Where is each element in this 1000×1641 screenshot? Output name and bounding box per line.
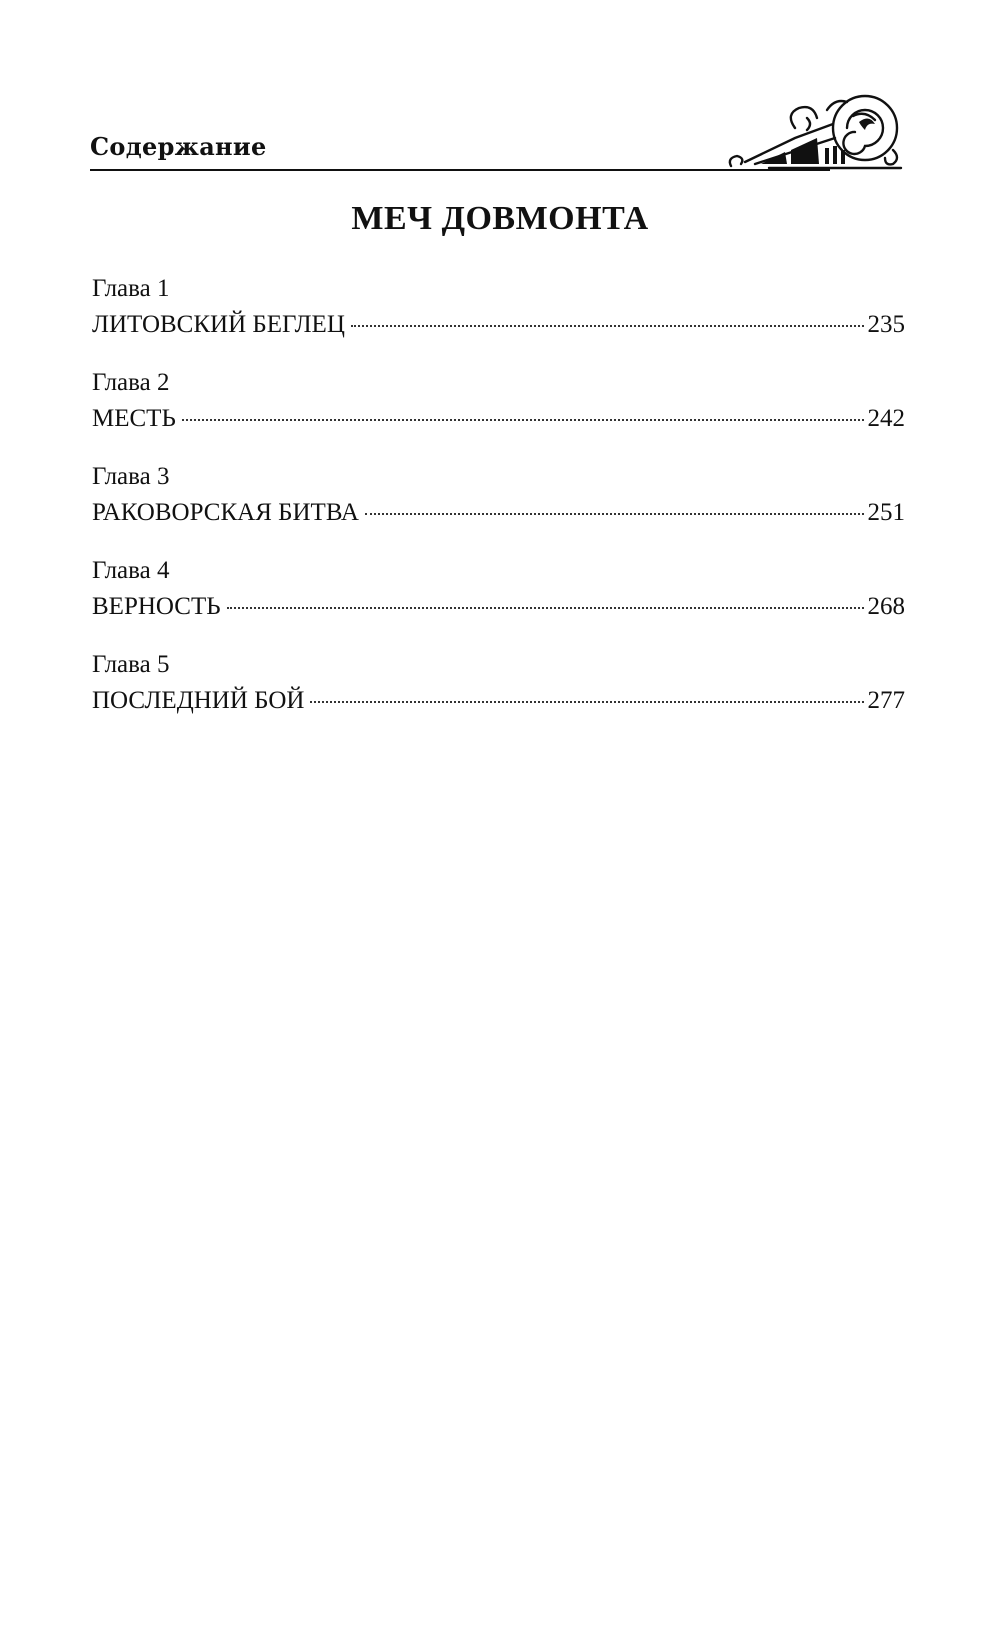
dot-leader [365,513,864,515]
toc-entry [92,460,905,554]
chapter-title: ВЕРНОСТЬ [92,593,221,620]
chapter-number: Глава 3 [92,463,170,490]
page-number: 277 [867,687,905,714]
dot-leader [227,607,864,609]
running-head: Содержание [90,132,267,161]
chapter-title: ПОСЛЕДНИЙ БОЙ [92,687,305,714]
page-number: 268 [867,593,905,620]
page-number: 242 [867,405,905,432]
toc-entry [92,272,905,366]
header-rule [90,169,830,171]
chapter-line[interactable] [92,496,905,530]
scroll-ornament-icon [725,88,905,176]
chapter-number: Глава 5 [92,651,170,678]
chapter-number: Глава 4 [92,557,170,584]
page-number: 251 [867,499,905,526]
page-number: 235 [867,311,905,338]
toc-entry [92,554,905,648]
chapter-number: Глава 2 [92,369,170,396]
dot-leader [351,325,864,327]
chapter-number: Глава 1 [92,275,170,302]
book-title: МЕЧ ДОВМОНТА [351,200,649,237]
chapter-line[interactable] [92,402,905,436]
chapter-title: МЕСТЬ [92,405,176,432]
chapter-line[interactable] [92,684,905,718]
chapter-line[interactable] [92,308,905,342]
chapter-line[interactable] [92,590,905,624]
chapter-title: ЛИТОВСКИЙ БЕГЛЕЦ [92,311,345,338]
page-header [90,88,905,176]
toc-entry [92,366,905,460]
table-of-contents [92,272,905,742]
dot-leader [310,701,863,703]
chapter-title: РАКОВОРСКАЯ БИТВА [92,499,359,526]
dot-leader [182,419,864,421]
toc-entry [92,648,905,742]
